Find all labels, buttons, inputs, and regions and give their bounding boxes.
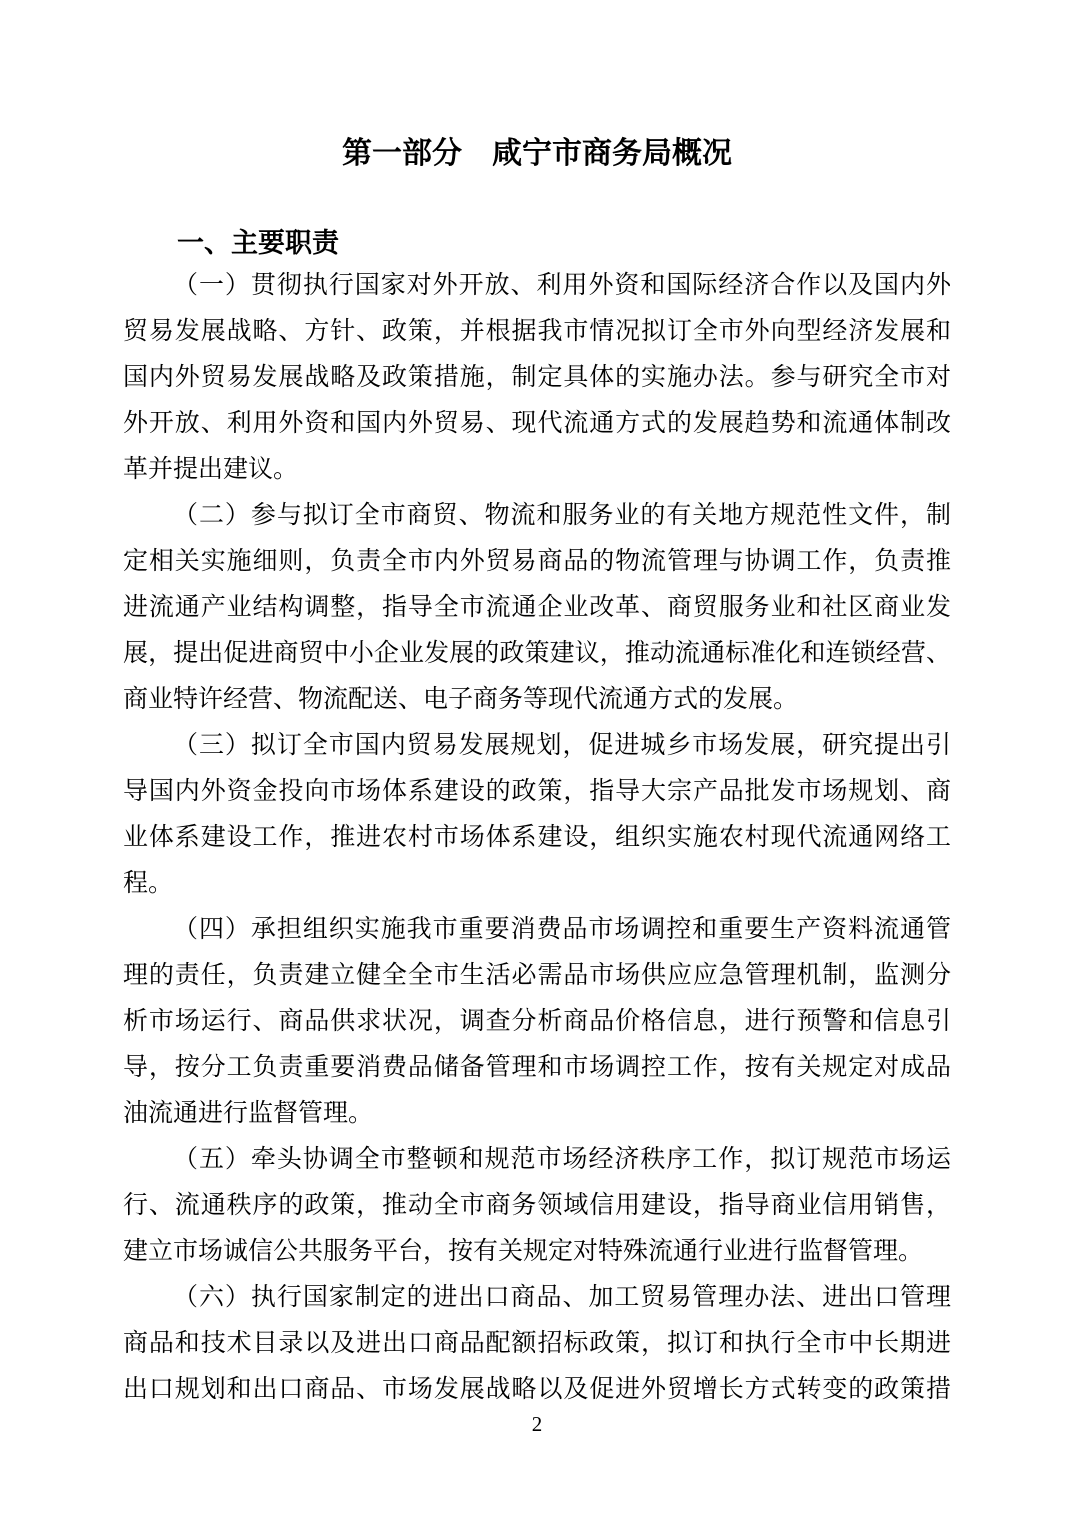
text-line: 业体系建设工作，推进农村市场体系建设，组织实施农村现代流通网络工 <box>123 824 951 851</box>
text-line: （一）贯彻执行国家对外开放、利用外资和国际经济合作以及国内外 <box>173 272 951 299</box>
paragraph-duty-4 <box>123 907 951 1137</box>
text-line: 贸易发展战略、方针、政策，并根据我市情况拟订全市外向型经济发展和 <box>123 318 951 345</box>
text-line: （四）承担组织实施我市重要消费品市场调控和重要生产资料流通管 <box>173 916 951 943</box>
text-line: 革并提出建议。 <box>123 456 299 483</box>
text-line: 出口规划和出口商品、市场发展战略以及促进外贸增长方式转变的政策措 <box>123 1376 951 1403</box>
section-heading: 一、主要职责 <box>177 228 339 258</box>
text-line: 油流通进行监督管理。 <box>123 1100 374 1127</box>
text-line: 析市场运行、商品供求状况，调查分析商品价格信息，进行预警和信息引 <box>123 1008 951 1035</box>
document-body <box>123 263 951 1413</box>
text-line: 程。 <box>123 870 174 897</box>
paragraph-duty-6 <box>123 1275 951 1413</box>
text-line: 展，提出促进商贸中小企业发展的政策建议，推动流通标准化和连锁经营、 <box>123 640 951 667</box>
text-line: 定相关实施细则，负责全市内外贸易商品的物流管理与协调工作，负责推 <box>123 548 951 575</box>
text-line: 导，按分工负责重要消费品储备管理和市场调控工作，按有关规定对成品 <box>123 1054 951 1081</box>
text-line: 进流通产业结构调整，指导全市流通企业改革、商贸服务业和社区商业发 <box>123 594 951 621</box>
text-line: 商业特许经营、物流配送、电子商务等现代流通方式的发展。 <box>123 686 799 713</box>
paragraph-duty-3 <box>123 723 951 907</box>
text-line: （三）拟订全市国内贸易发展规划，促进城乡市场发展，研究提出引 <box>173 732 951 759</box>
paragraph-duty-2 <box>123 493 951 723</box>
page-number: 2 <box>531 1412 543 1436</box>
text-line: 商品和技术目录以及进出口商品配额招标政策，拟订和执行全市中长期进 <box>123 1330 951 1357</box>
paragraph-duty-5 <box>123 1137 951 1275</box>
text-line: 外开放、利用外资和国内外贸易、现代流通方式的发展趋势和流通体制改 <box>123 410 951 437</box>
text-line: 导国内外资金投向市场体系建设的政策，指导大宗产品批发市场规划、商 <box>123 778 951 805</box>
text-line: （六）执行国家制定的进出口商品、加工贸易管理办法、进出口管理 <box>173 1284 951 1311</box>
text-line: （五）牵头协调全市整顿和规范市场经济秩序工作，拟订规范市场运 <box>173 1146 951 1173</box>
text-line: （二）参与拟订全市商贸、物流和服务业的有关地方规范性文件，制 <box>173 502 951 529</box>
text-line: 理的责任，负责建立健全全市生活必需品市场供应应急管理机制，监测分 <box>123 962 951 989</box>
paragraph-duty-1 <box>123 263 951 493</box>
text-line: 建立市场诚信公共服务平台，按有关规定对特殊流通行业进行监督管理。 <box>123 1238 924 1265</box>
text-line: 国内外贸易发展战略及政策措施，制定具体的实施办法。参与研究全市对 <box>123 364 951 391</box>
document-title: 第一部分 咸宁市商务局概况 <box>342 137 732 170</box>
text-line: 行、流通秩序的政策，推动全市商务领域信用建设，指导商业信用销售， <box>123 1192 951 1219</box>
